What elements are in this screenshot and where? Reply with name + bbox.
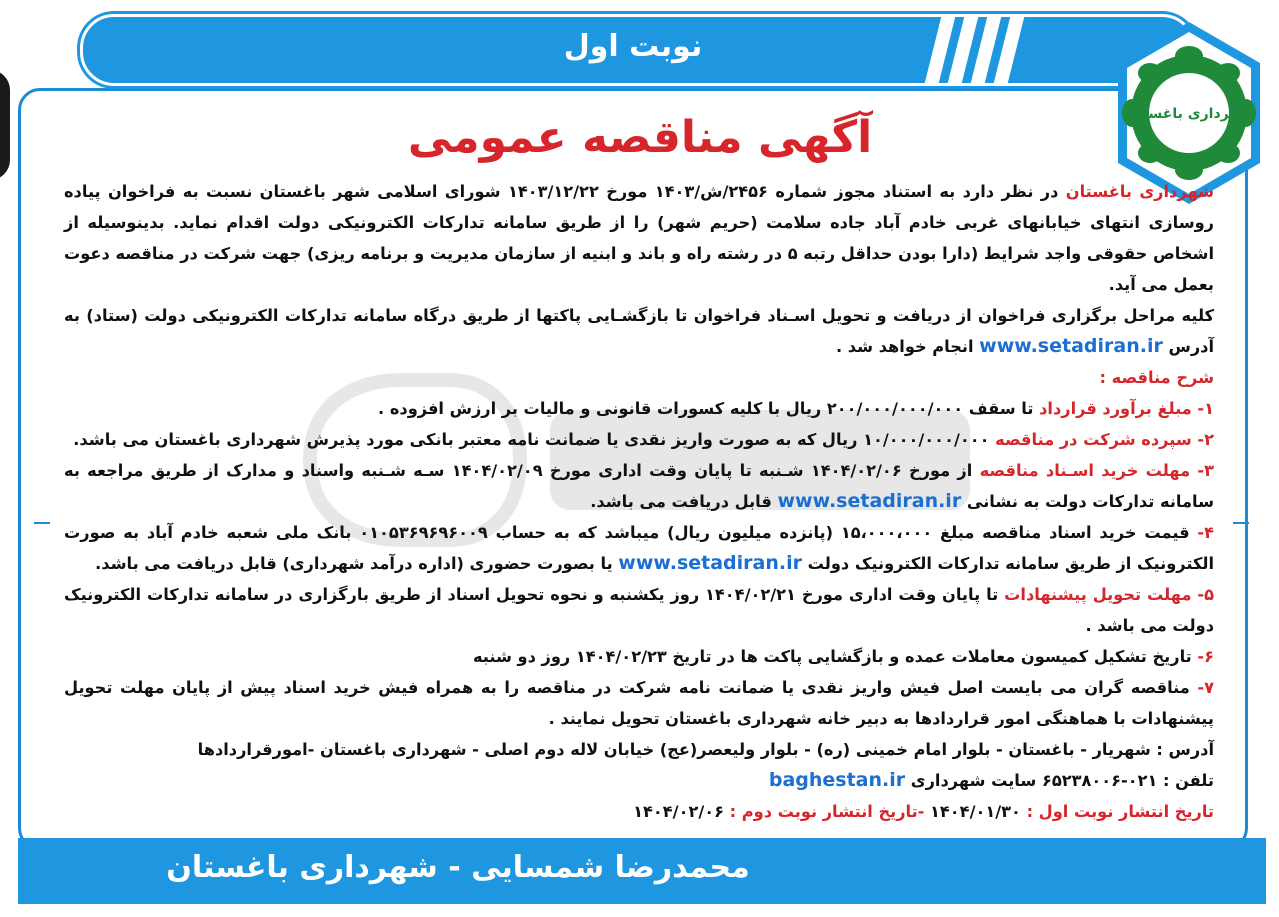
item-1-text: تا سقف ۲۰۰/۰۰۰/۰۰۰/۰۰۰ ریال با کلیه کسورات قانونی و مالیات بر ارزش افزوده . bbox=[378, 399, 1040, 418]
intro-paragraph bbox=[64, 176, 1214, 300]
item-4-label: ۴- bbox=[1189, 523, 1214, 542]
headline: آگهی مناقصه عمومی bbox=[407, 112, 873, 163]
item-4-link[interactable]: www.setadiran.ir bbox=[618, 552, 802, 574]
publish-dates bbox=[64, 796, 1214, 827]
item-7-label: ۷- bbox=[1189, 678, 1214, 697]
item-2-text: ۱۰/۰۰۰/۰۰۰/۰۰۰ ریال که به صورت واریز نقدی یا ضمانت نامه معتبر بانکی مورد پذیرش شهرداری باغستان می باشد. bbox=[73, 430, 996, 449]
item-3-link[interactable]: www.setadiran.ir bbox=[777, 490, 962, 512]
second-date-value: ۱۴۰۴/۰۲/۰۶ bbox=[633, 802, 730, 821]
svg-text:شهرداری باغستان: شهرداری باغستان bbox=[1125, 106, 1253, 122]
org-name: شهرداری باغستان bbox=[1065, 182, 1215, 201]
item-4 bbox=[64, 517, 1214, 579]
item-7 bbox=[64, 672, 1214, 734]
site-link[interactable]: baghestan.ir bbox=[768, 769, 906, 791]
header-bar bbox=[80, 14, 1196, 86]
first-date-label: تاریخ انتشار نوبت اول : bbox=[1026, 802, 1214, 821]
item-2-label: ۲- سپرده شرکت در مناقصه bbox=[995, 430, 1214, 449]
second-date-label: -تاریخ انتشار نوبت دوم : bbox=[729, 802, 925, 821]
first-date-value: ۱۴۰۴/۰۱/۳۰ bbox=[924, 802, 1027, 821]
right-marker bbox=[1233, 522, 1249, 524]
announcement-body bbox=[64, 176, 1214, 827]
address: آدرس : شهریار - باغستان - بلوار امام خمینی (ره) - بلوار ولیعصر(عج) خیابان لاله دوم اصلی - شهرداری باغستان -امورقراردادها bbox=[197, 740, 1214, 759]
setad-link[interactable]: www.setadiran.ir bbox=[979, 335, 1163, 357]
item-3-tail: قابل دریافت می باشد. bbox=[590, 492, 778, 511]
header-stripes bbox=[933, 17, 1053, 83]
item-4-tail: یا بصورت حضوری (اداره درآمد شهرداری) قابل دریافت می باشد. bbox=[95, 554, 619, 573]
page-edge-decoration bbox=[0, 70, 10, 180]
intro-text: در نظر دارد به استناد مجوز شماره ۲۴۵۶/ش/۱۴۰۳ مورخ ۱۴۰۳/۱۲/۲۲ شورای اسلامی شهر باغستان نسبت به فراخوان پیاده روسازی انتهای خیابانهای غربی خادم آباد جاده سلامت (حریم شهر) را از طریق سامانه تدارکات الکترونیکی دولت اقدام نماید. بدینوسیله از اشخاص حقوقی واجد شرایط (دارا بودن حداقل رتبه ۵ در رشته راه و باند و ابنیه از سازمان مدیریت و برنامه ریزی) جهت شرکت در مناقصه دعوت بعمل می آید. bbox=[64, 182, 1215, 294]
item-2 bbox=[64, 424, 1214, 455]
item-5-text: تا پایان وقت اداری مورخ ۱۴۰۴/۰۲/۲۱ روز یکشنبه و نحوه تحویل اسناد از طریق بارگزاری در سامانه تدارکات الکترونیک دولت می باشد . bbox=[64, 585, 1214, 635]
section-title: شرح مناقصه : bbox=[1099, 368, 1214, 387]
item-3 bbox=[64, 455, 1214, 517]
item-4-text: قیمت خرید اسناد مناقصه مبلغ ۱۵،۰۰۰،۰۰۰ (پانزده میلیون ریال) میباشد که به حساب ۰۱۰۵۳۶۹۶۹۶۰۰۹ بانک ملی شعبه خادم آباد به صورت الکترونیک از طریق سامانه تدارکات الکترونیک دولت bbox=[64, 523, 1214, 573]
item-7-text: مناقصه گران می بایست اصل فیش واریز نقدی یا ضمانت نامه شرکت در مناقصه را به همراه فیش خرید اسناد پیش از پایان مهلت تحویل پیشنهادات با هماهنگی امور قراردادها به دبیر خانه شهرداری باغستان تحویل نمایند . bbox=[64, 678, 1214, 728]
item-5 bbox=[64, 579, 1214, 641]
item-1-label: ۱- مبلغ برآورد قرارداد bbox=[1039, 399, 1214, 418]
phone-line bbox=[64, 765, 1214, 796]
footer-signature: محمدرضا شمسایی - شهرداری باغستان bbox=[166, 850, 750, 885]
setad-tail: انجام خواهد شد . bbox=[836, 337, 980, 356]
item-6-text: تاریخ تشکیل کمیسون معاملات عمده و بازگشایی پاکت ها در تاریخ ۱۴۰۴/۰۲/۲۳ روز دو شنبه bbox=[472, 647, 1192, 666]
item-6-label: ۶- bbox=[1191, 647, 1214, 666]
left-marker bbox=[34, 522, 50, 524]
setad-text: کلیه مراحل برگزاری فراخوان از دریافت و تحویل اسـناد فراخوان تا بازگشـایی پاکتها از طریق درگاه سامانه تدارکات الکترونیکی دولت (ستاد) به آدرس bbox=[64, 306, 1214, 356]
item-6 bbox=[64, 641, 1214, 672]
item-1 bbox=[64, 393, 1214, 424]
phone-text: تلفن : ۰۲۱-۶۵۲۳۸۰۰۶ سایت شهرداری bbox=[905, 771, 1214, 790]
footer-bar bbox=[18, 838, 1266, 904]
item-5-label: ۵- مهلت تحویل پیشنهادات bbox=[1004, 585, 1214, 604]
header-title: نوبت اول bbox=[563, 29, 703, 64]
item-3-text: از مورخ ۱۴۰۴/۰۲/۰۶ شـنبه تا پایان وقت اداری مورخ ۱۴۰۴/۰۲/۰۹ سـه شـنبه واسناد و مدارک از طریق مراجعه به سامانه تدارکات دولت به نشانی bbox=[64, 461, 1214, 511]
item-3-label: ۳- مهلت خرید اسـناد مناقصه bbox=[979, 461, 1214, 480]
setad-paragraph bbox=[64, 300, 1214, 362]
